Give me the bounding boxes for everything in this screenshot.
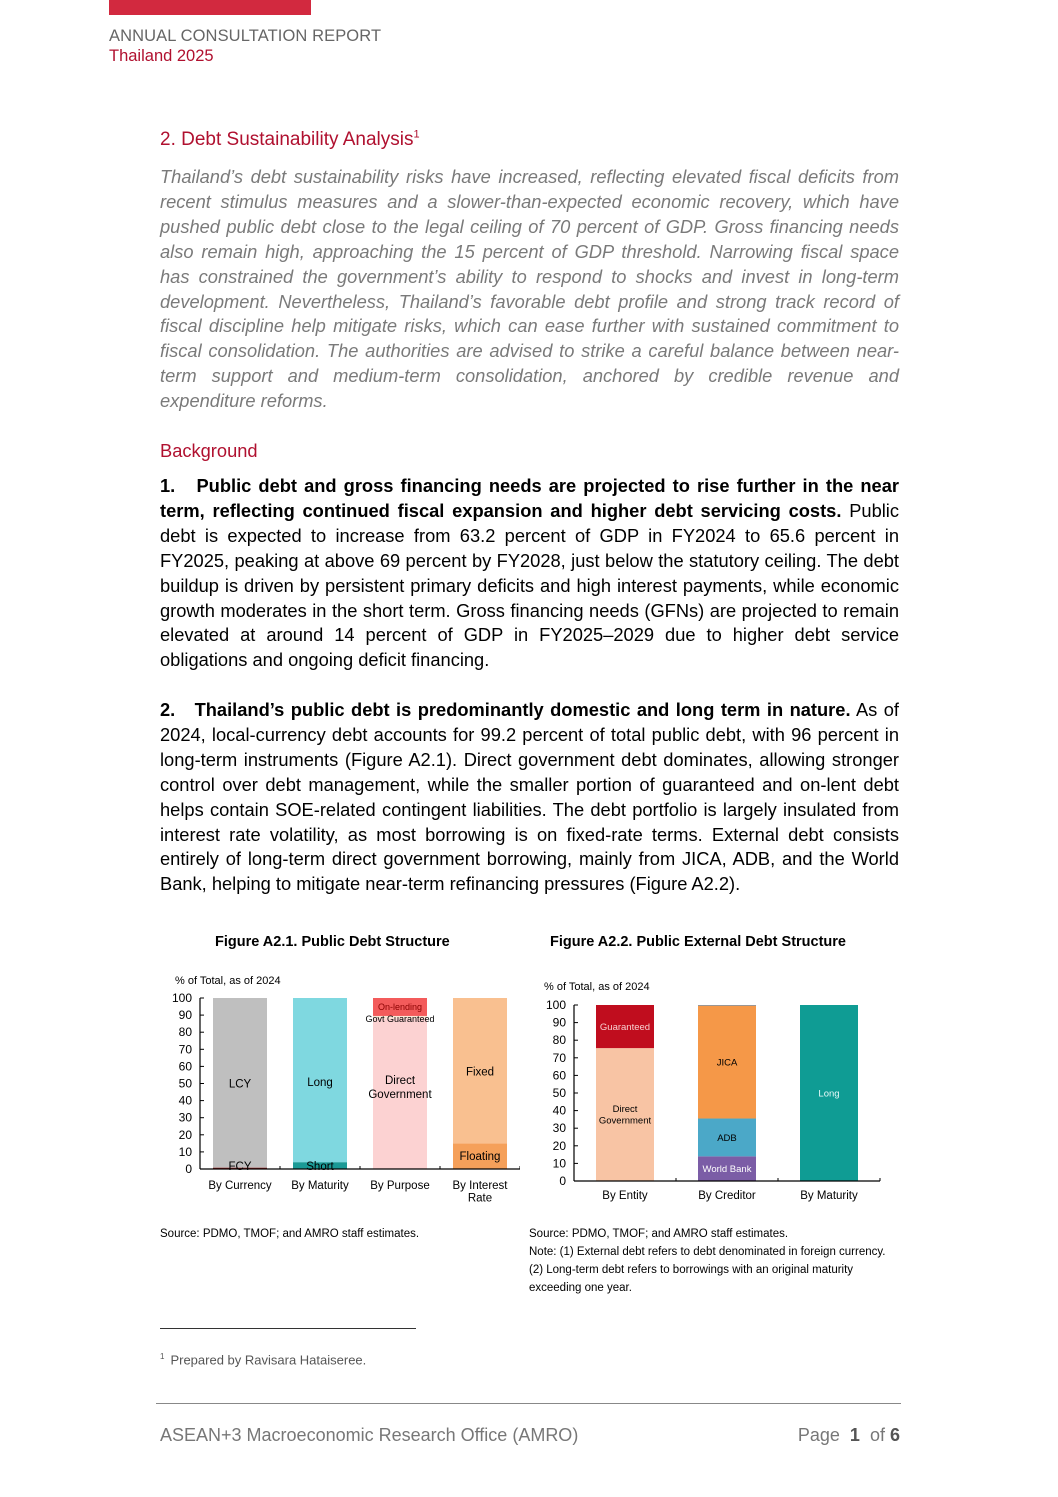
figure-a2-2-title: Figure A2.2. Public External Debt Structure <box>550 934 846 950</box>
y-tick-label: 10 <box>552 1156 566 1171</box>
paragraph-1 <box>160 474 899 673</box>
figure-a2-2-note: Note: (1) External debt refers to debt denominated in foreign currency. (2) Long-term debt refers to borrowings with an original maturity exceeding one year. <box>529 1246 886 1294</box>
y-axis-label: % of Total, as of 2024 <box>544 981 650 993</box>
header-accent-bar <box>109 0 311 15</box>
y-tick-label: 70 <box>552 1050 566 1065</box>
footnote <box>160 1352 366 1367</box>
figure-a2-2-chart <box>530 975 890 1210</box>
figure-a2-2-source: Source: PDMO, TMOF; and AMRO staff estimates. <box>529 1228 789 1240</box>
y-tick-label: 0 <box>559 1174 566 1188</box>
x-tick-label-by-currency: By Currency <box>208 1180 272 1192</box>
page-indicator <box>798 1425 900 1446</box>
x-tick-label-by-maturity: By Maturity <box>800 1190 858 1202</box>
bar-label-by-creditor-adb: ADB <box>717 1132 737 1144</box>
x-tick-label-by-creditor: By Creditor <box>698 1190 756 1202</box>
bar-label-by-currency-fcy: FCY <box>228 1160 252 1173</box>
y-tick-label: 70 <box>178 1042 192 1057</box>
page-total: 6 <box>889 1425 900 1445</box>
bar-label-by-entity-guaranteed: Guaranteed <box>599 1021 651 1033</box>
bar-segment-by-creditor-other <box>698 1005 756 1006</box>
y-tick-label: 20 <box>178 1127 192 1142</box>
paragraph-1-lead: 1. Public debt and gross financing needs are projected to rise further in the near term, reflecting continued fiscal expansion and higher debt servicing costs. <box>160 475 899 521</box>
x-tick-label-by-purpose: By Purpose <box>370 1180 430 1192</box>
x-tick-label-by-maturity: By Maturity <box>291 1180 349 1192</box>
paragraph-2-body: As of 2024, local-currency debt accounts for 99.2 percent of total public debt, with 96 percent in long-term instruments (Figure A2.1). Direct government debt dominates, allowing stronger control over debt management, while the smaller portion of guaranteed and on-lent debt helps contain SOE-related contingent liabilities. The debt portfolio is largely insulated from interest rate volatility, as most borrowing is on fixed-rate terms. External debt consists entirely of long-term direct government borrowing, mainly from JICA, ADB, and the World Bank, helping to mitigate near-term refinancing pressures (Figure A2.2). <box>160 699 899 895</box>
y-tick-label: 100 <box>171 991 192 1005</box>
y-tick-label: 50 <box>178 1076 192 1091</box>
x-tick-label-by-interest-rate: Rate <box>467 1192 493 1205</box>
bar-label-by-creditor-world-bank: World Bank <box>702 1164 752 1176</box>
y-tick-label: 90 <box>178 1008 192 1023</box>
y-tick-label: 30 <box>552 1121 566 1136</box>
y-tick-label: 80 <box>178 1025 192 1040</box>
section-title-text: 2. Debt Sustainability Analysis <box>160 129 414 150</box>
y-tick-label: 60 <box>552 1068 566 1083</box>
bar-label-by-interest-rate-floating: Floating <box>459 1151 501 1164</box>
y-tick-label: 100 <box>545 998 566 1012</box>
bar-label-by-maturity-long: Long <box>818 1088 840 1100</box>
y-tick-label: 80 <box>552 1033 566 1048</box>
bar-label-by-interest-rate-fixed: Fixed <box>465 1066 495 1079</box>
y-tick-label: 40 <box>178 1093 192 1108</box>
footer-divider <box>156 1403 901 1404</box>
bar-label-by-maturity-short: Short <box>306 1160 334 1173</box>
page-prefix: Page <box>797 1425 840 1445</box>
figure-a2-2-svg <box>530 975 890 1210</box>
bar-label-by-creditor-jica: JICA <box>716 1057 738 1069</box>
y-tick-label: 40 <box>552 1103 566 1118</box>
x-tick-label-by-interest-rate: By Interest <box>452 1180 508 1192</box>
y-tick-label: 0 <box>185 1162 192 1176</box>
bar-label-by-purpose-direct-government: Direct <box>384 1075 416 1088</box>
bar-label-by-purpose-direct-government: Government <box>368 1088 432 1101</box>
y-tick-label: 90 <box>552 1015 566 1030</box>
footnote-divider <box>160 1328 416 1329</box>
figure-a2-1-svg <box>160 968 520 1208</box>
footnote-ref[interactable]: 1 <box>413 128 420 141</box>
paragraph-2 <box>160 698 899 897</box>
y-axis-label: % of Total, as of 2024 <box>175 975 281 987</box>
report-country-year: Thailand 2025 <box>109 47 214 65</box>
y-tick-label: 50 <box>552 1086 566 1100</box>
paragraph-2-lead: 2. Thailand’s public debt is predominantly domestic and long term in nature. <box>160 699 851 720</box>
figure-a2-1-title: Figure A2.1. Public Debt Structure <box>215 934 450 950</box>
bar-label-by-entity-direct-government: Government <box>598 1115 652 1127</box>
figure-a2-2-notes <box>529 1225 899 1297</box>
bar-label-by-entity-direct-government: Direct <box>612 1104 638 1116</box>
footer-organization: ASEAN+3 Macroeconomic Research Office (AMRO) <box>160 1425 579 1445</box>
report-title: ANNUAL CONSULTATION REPORT <box>109 27 382 45</box>
background-heading: Background <box>160 440 258 461</box>
figure-a2-1-source: Source: PDMO, TMOF; and AMRO staff estimates. <box>160 1228 420 1240</box>
bar-label-by-currency-lcy: LCY <box>228 1078 252 1091</box>
page-current: 1 <box>849 1425 860 1445</box>
bar-label-by-purpose-on-lending: On-lending <box>377 1002 423 1013</box>
bar-label-by-maturity-long: Long <box>307 1076 333 1089</box>
footnote-marker: 1 <box>160 1352 165 1361</box>
section-abstract: Thailand’s debt sustainability risks have increased, reflecting elevated fiscal deficits from recent stimulus measures and a slower-than-expected economic recovery, which have pushed public debt close to the legal ceiling of 70 percent of GDP. Gross financing needs also remain high, approaching the 15 percent of GDP threshold. Narrowing fiscal space has constrained the government’s ability to respond to shocks and invest in long-term development. Nevertheless, Thailand’s favorable debt profile and strong track record of fiscal discipline help mitigate risks, which can ease further with sustained commitment to fiscal consolidation. The authorities are advised to strike a careful balance between near-term support and medium-term consolidation, anchored by credible revenue and expenditure reforms. <box>160 166 899 412</box>
page-of: of <box>869 1425 885 1445</box>
figure-a2-1-chart <box>160 968 520 1208</box>
paragraph-1-body: Public debt is expected to increase from 63.2 percent of GDP in FY2024 to 65.6 percent in FY2025, peaking at above 69 percent by FY2028, just below the statutory ceiling. The debt buildup is driven by persistent primary deficits and high interest payments, while economic growth moderates in the short term. Gross financing needs (GFNs) are projected to remain elevated at around 14 percent of GDP in FY2025–2029 due to higher debt service obligations and ongoing deficit financing. <box>160 499 899 671</box>
y-tick-label: 10 <box>178 1144 192 1159</box>
x-tick-label-by-entity: By Entity <box>602 1190 648 1202</box>
y-tick-label: 20 <box>552 1138 566 1153</box>
y-tick-label: 30 <box>178 1110 192 1125</box>
y-tick-label: 60 <box>178 1059 192 1074</box>
footnote-text: Prepared by Ravisara Hataiseree. <box>170 1352 367 1368</box>
section-title <box>160 129 420 151</box>
bar-label-by-purpose-govt-guaranteed: Govt Guaranteed <box>365 1014 435 1025</box>
